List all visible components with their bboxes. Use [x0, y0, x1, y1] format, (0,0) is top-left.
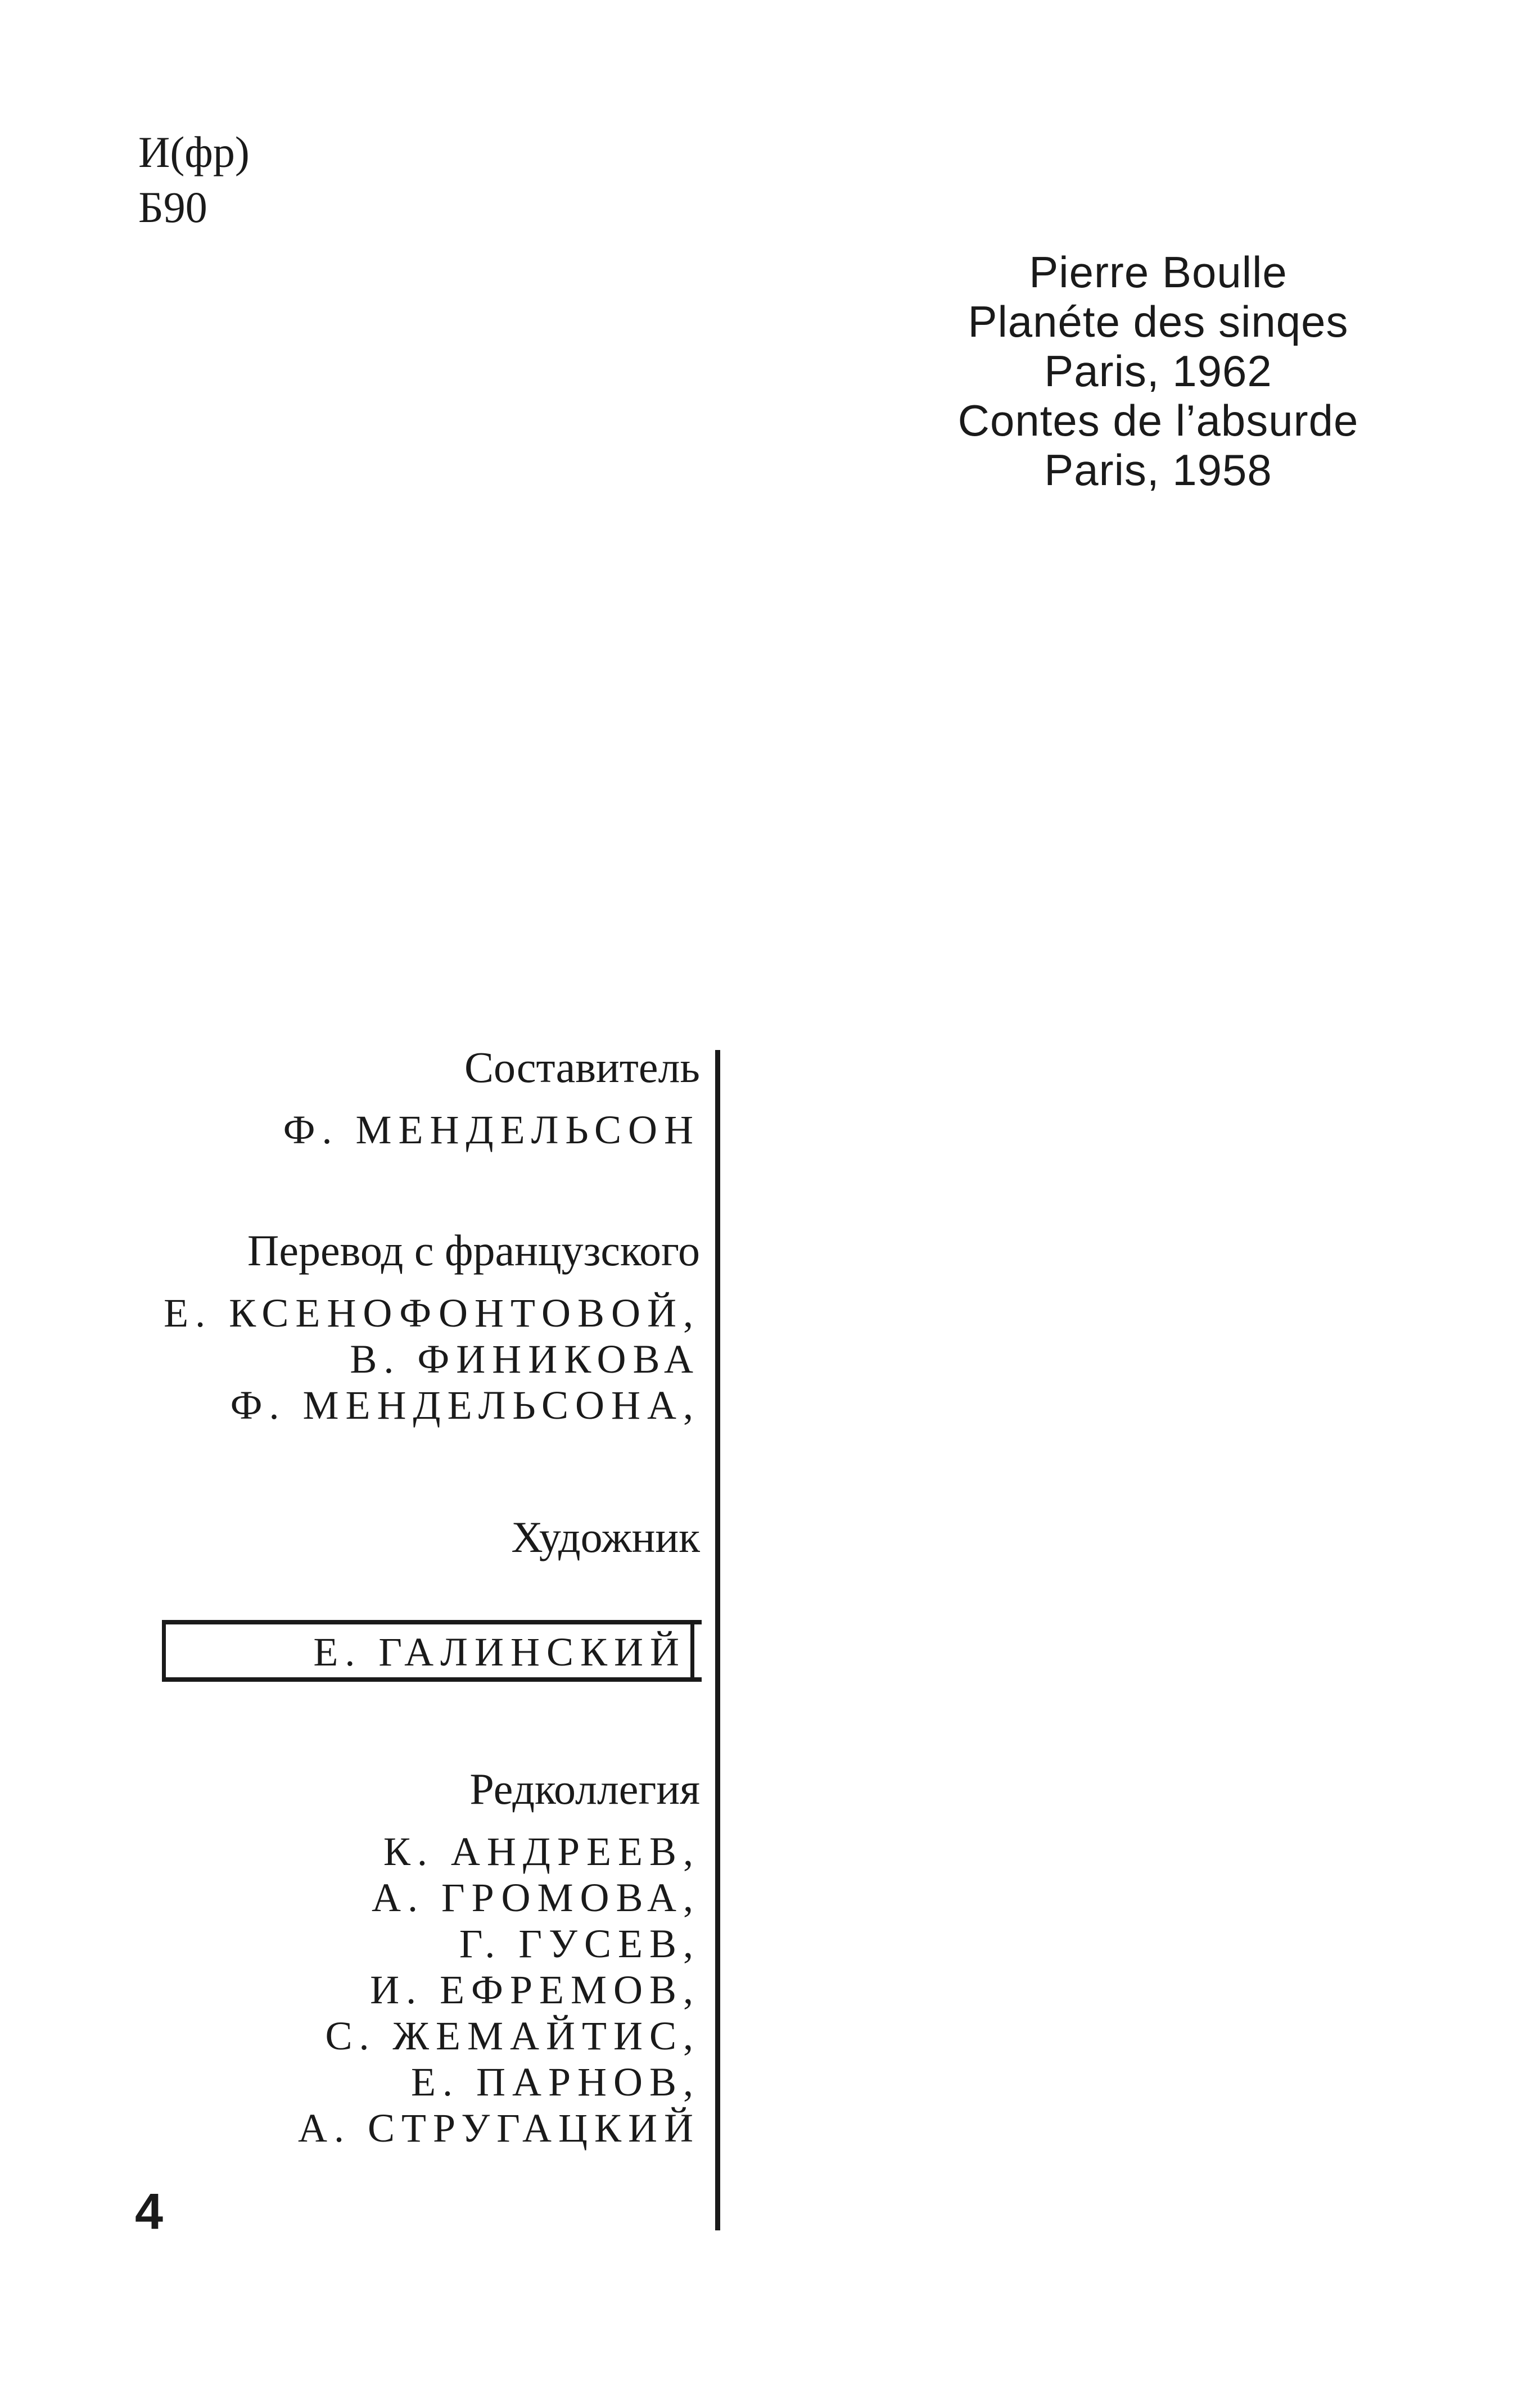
catalog-code-line-1: И(фр) — [138, 128, 250, 176]
compiler-role: Составитель — [464, 1043, 700, 1092]
original-edition-block — [877, 247, 1439, 495]
board-member: К. АНДРЕЕВ, — [383, 1829, 700, 1874]
original-line: Planéte des sinqes — [968, 297, 1349, 346]
original-line: Paris, 1962 — [1044, 346, 1272, 396]
translation-role: Перевод с французского — [247, 1226, 700, 1275]
board-member: А. СТРУГАЦКИЙ — [297, 2106, 700, 2151]
original-line: Paris, 1958 — [1044, 445, 1272, 495]
catalog-code-line-2: Б90 — [138, 183, 207, 232]
artist-name-frame — [162, 1620, 702, 1682]
translator-name: Ф. МЕНДЕЛЬСОНА, — [230, 1383, 700, 1428]
vertical-rule — [715, 1050, 720, 2230]
artist-name: Е. ГАЛИНСКИЙ — [313, 1630, 686, 1674]
artist-role: Художник — [511, 1513, 700, 1561]
board-member: А. ГРОМОВА, — [371, 1875, 700, 1920]
original-line: Pierre Boulle — [1029, 247, 1287, 297]
compiler-name: Ф. МЕНДЕЛЬСОН — [283, 1107, 700, 1152]
credits-column — [112, 1043, 700, 2151]
board-member: С. ЖЕМАЙТИС, — [325, 2013, 700, 2058]
translator-name: Е. КСЕНОФОНТОВОЙ, — [164, 1291, 700, 1336]
original-line: Contes de l’absurde — [957, 396, 1359, 445]
board-role: Редколлегия — [469, 1764, 700, 1813]
board-member: И. ЕФРЕМОВ, — [370, 1967, 700, 2012]
translator-name: В. ФИНИКОВА — [350, 1337, 700, 1382]
board-member: Е. ПАРНОВ, — [410, 2060, 700, 2104]
board-member: Г. ГУСЕВ, — [459, 1921, 700, 1966]
page-number: 4 — [135, 2184, 164, 2240]
